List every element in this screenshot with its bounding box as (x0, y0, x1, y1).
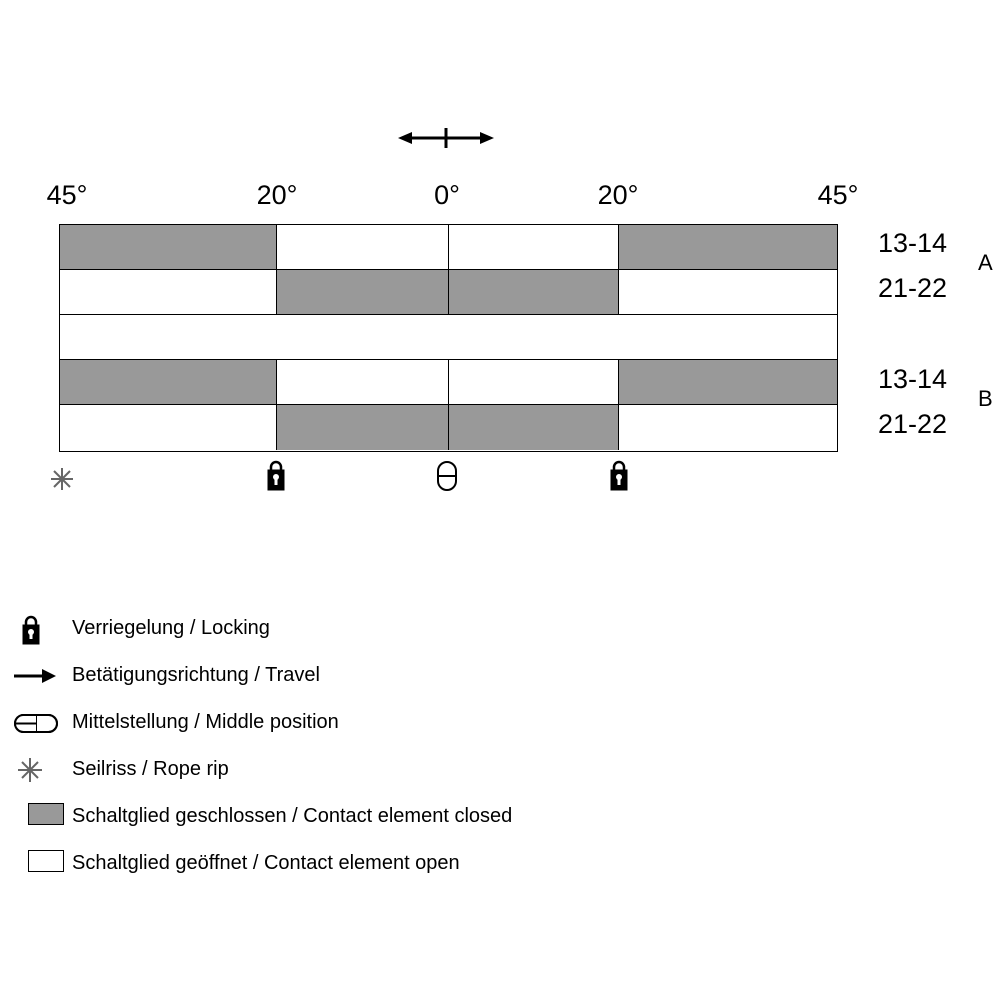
legend-item-locking (14, 612, 714, 659)
cell-open (276, 360, 448, 404)
angle-label-right-20: 20° (597, 180, 639, 210)
legend (14, 612, 714, 894)
cell-divider (618, 270, 619, 314)
legend-label: Schaltglied geschlossen / Contact element closed (72, 805, 513, 827)
cell-divider (618, 225, 619, 269)
table-row (60, 405, 837, 450)
travel-direction-arrow-icon (398, 128, 494, 148)
cell-closed (449, 405, 618, 450)
cell-closed (618, 360, 837, 404)
legend-item-contact-closed (14, 800, 714, 847)
group-letter-a: A (978, 250, 993, 275)
contact-state-grid (59, 224, 838, 452)
legend-label: Schaltglied geöffnet / Contact element open (72, 852, 460, 874)
cell-divider (448, 270, 449, 314)
contact-closed-swatch (14, 800, 58, 834)
cell-divider (276, 225, 277, 269)
cell-divider (448, 360, 449, 404)
rope-rip-icon (14, 753, 58, 787)
cell-divider (276, 270, 277, 314)
cell-divider (618, 405, 619, 450)
cell-divider (448, 405, 449, 450)
angle-label-right-45: 45° (817, 180, 859, 210)
group-letter-b: B (978, 386, 993, 411)
contact-label-a-21-22: 21-22 (878, 273, 948, 303)
locking-icon (604, 458, 634, 492)
cell-open (618, 270, 837, 314)
legend-item-travel (14, 659, 714, 706)
table-row (60, 270, 837, 315)
legend-label: Betätigungsrichtung / Travel (72, 664, 320, 686)
cell-divider (276, 360, 277, 404)
cell-open (449, 360, 618, 404)
contact-label-b-21-22: 21-22 (878, 409, 948, 439)
legend-label: Seilriss / Rope rip (72, 758, 229, 780)
legend-label: Mittelstellung / Middle position (72, 711, 339, 733)
angle-label-left-45: 45° (46, 180, 88, 210)
rope-rip-icon (47, 462, 77, 496)
contact-label-b-13-14: 13-14 (878, 364, 948, 394)
legend-item-middle-position (14, 706, 714, 753)
cell-closed (60, 225, 276, 269)
cell-divider (618, 360, 619, 404)
table-row (60, 225, 837, 270)
cell-divider (276, 405, 277, 450)
cell-closed (618, 225, 837, 269)
cell-closed (449, 270, 618, 314)
cell-open (60, 315, 837, 359)
cell-closed (276, 405, 448, 450)
contact-open-swatch (14, 847, 58, 881)
legend-item-contact-open (14, 847, 714, 894)
table-row-spacer (60, 315, 837, 360)
cell-divider (448, 225, 449, 269)
cell-open (276, 225, 448, 269)
middle-position-icon (432, 458, 462, 492)
contact-label-a-13-14: 13-14 (878, 228, 948, 258)
cell-open (618, 405, 837, 450)
middle-position-icon (14, 706, 58, 740)
locking-icon (261, 458, 291, 492)
legend-item-rope-rip (14, 753, 714, 800)
angle-label-left-20: 20° (256, 180, 298, 210)
cell-closed (276, 270, 448, 314)
cell-open (60, 405, 276, 450)
table-row (60, 360, 837, 405)
cell-open (60, 270, 276, 314)
angle-label-zero: 0° (434, 180, 460, 210)
travel-arrow-icon (14, 659, 58, 693)
locking-icon (14, 612, 58, 646)
cell-open (449, 225, 618, 269)
cell-closed (60, 360, 276, 404)
legend-label: Verriegelung / Locking (72, 617, 270, 639)
